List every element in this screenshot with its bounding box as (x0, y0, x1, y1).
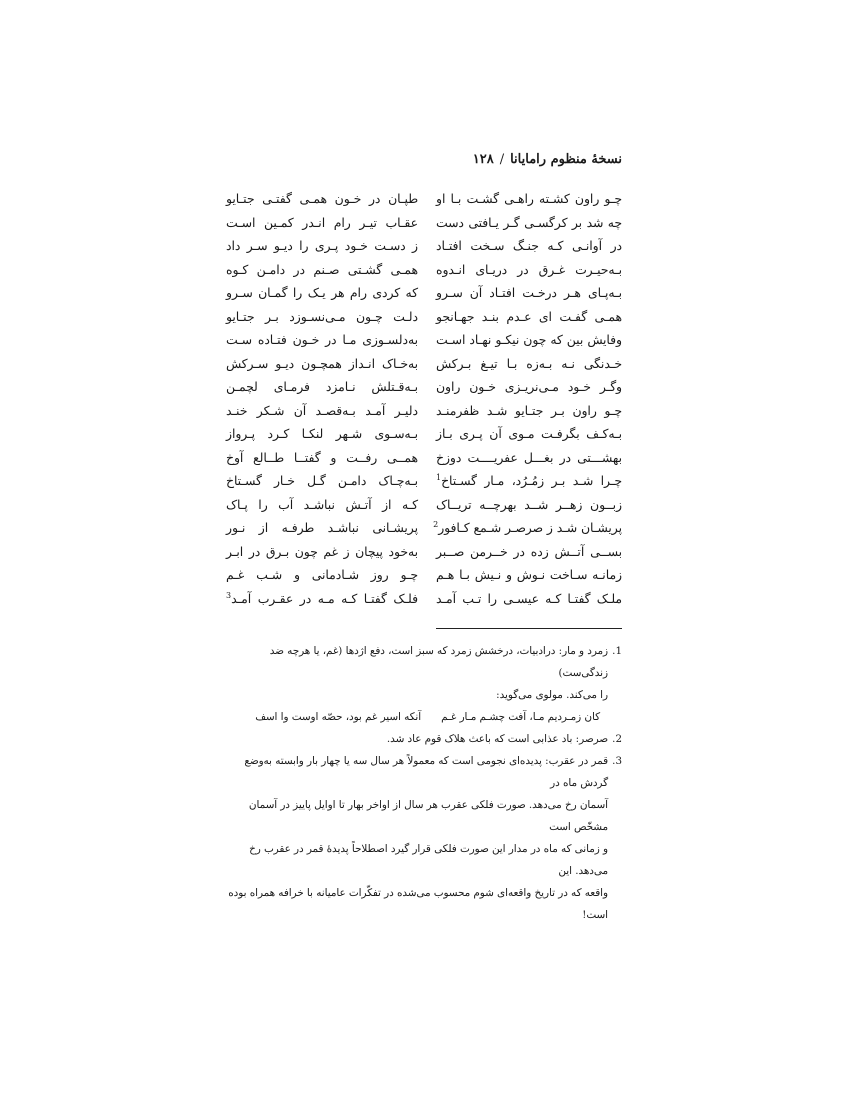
verse-line: ز دسـت خـود پـری را دیـو سـر داد (226, 239, 418, 253)
verse-line: خـدنگی نـه بـه‌زه بـا تیـغ بـرکش (436, 356, 622, 371)
footnote-number: 1. (612, 645, 622, 657)
verse-line: به‌خـاک انـداز همچـون دیـو سـرکش (226, 356, 418, 371)
footnote-3 (226, 750, 622, 926)
footnote-text: صرصر: باد عذابی است که باعث هلاک قوم عاد شد. (386, 733, 608, 745)
verse-line: که کردی رام هر یـک را گمـان سـرو (226, 286, 418, 300)
footnote-text: و زمانی که ماه در مدار این صورت فلکی قرار گیرد اصطلاحاً پدیدهٔ قمر در عقرب رخ می‌دهد. این (249, 843, 608, 877)
verse-line: پریشـانی نباشـد طرفـه از نـور (226, 521, 418, 535)
verse-line: وگـر خـود مـی‌نریـزی خـون راون (436, 380, 622, 394)
verse-line: به‌دلسـوزی مـا در خـون فتـاده سـت (226, 333, 418, 347)
verse-line: چـو روز شـادمانی و شـب غـم (226, 568, 418, 582)
header-separator: / (499, 152, 505, 167)
running-header (380, 152, 622, 172)
footnote-text: آسمان رخ می‌دهد. صورت فلکی عقرب هر سال از اواخر بهار تا اوایل پاییز در آسمان مشخّص است (248, 799, 608, 833)
verse-line: همـی گفـت ای عـدم بنـد جهـانجو (436, 309, 622, 324)
verse-line: بســی آتــش زده در خــرمن صــبر (436, 544, 622, 559)
poem-left-column (226, 188, 418, 611)
verse-line: به‌خود پیچان ز غم چون بـرق در ابـر (226, 544, 418, 559)
footnote-2 (226, 728, 622, 750)
verse-line: در آوانـی کـه جنـگ سـخت افتـاد (436, 239, 622, 253)
verse-line: زبــون زهــر شــد بهرچــه تریــاک (436, 497, 622, 512)
verse-line: بـه‌سـوی شـهر لنکـا کـرد پـرواز (226, 427, 418, 441)
verse-line: وفایش بین که چون نیکـو نهـاد اسـت (436, 333, 622, 347)
verse-line: چـرا شـد بـر زمُـرُد، مـار گسـتاخ$^1$ (436, 472, 622, 488)
footnote-number: 3. (612, 755, 622, 767)
verse-line: چـو راون کشـته راهـی گشـت بـا او (436, 192, 622, 206)
verse-line: فلـک گفتـا کـه مـه در عقـرب آمـد$^3$ (226, 590, 418, 606)
footnote-text: را می‌کند. مولوی می‌گوید: (496, 689, 608, 701)
page-number: ۱۲۸ (472, 152, 494, 167)
footnote-number: 2. (612, 733, 622, 745)
quoted-couplet (226, 706, 622, 728)
footnotes (226, 640, 622, 926)
verse-line: بـه‌پـای هـر درخـت افتـاد آن سـرو (436, 286, 622, 300)
couplet-hemistich: کان زمـردیم مـا، آفت چشـم مـار غـم (441, 711, 600, 723)
footnote-text: قمر در عقرب: پدیده‌ای نجومی است که معمولاً هر سال سه یا چهار بار وابسته به‌وضع گردش ماه در (244, 755, 608, 789)
verse-line: بـه‌قـتلش نـامزد فرمـای لچمـن (226, 380, 418, 394)
footnote-1 (226, 640, 622, 706)
verse-line: زمانـه سـاخت نـوش و نـیش بـا هـم (436, 568, 622, 582)
footnote-text: واقعه که در تاریخ واقعه‌ای شوم محسوب می‌شده در تفکّرات عامیانه با خرافه همراه بوده است! (228, 887, 608, 921)
verse-line: دلـت چـون مـی‌نسـوزد بـر جتـایو (226, 309, 418, 324)
verse-line: همــی رفــت و گفتــا طــالع آوخ (226, 450, 418, 465)
verse-line: عقـاب تیـر رام انـدر کمـین اسـت (226, 215, 418, 230)
footnote-ref-2: 2 (433, 519, 439, 529)
verse-line: بهشـــتی در بغـــل عفریــــت دوزخ (436, 450, 622, 465)
footnote-rule (436, 628, 622, 629)
couplet-hemistich: آنکه اسیر غم بود، حصّه اوست وا اسف (255, 711, 422, 723)
verse-line: چـو راون بـر جتـایو شـد ظفرمنـد (436, 403, 622, 418)
verse-line: کـه از آتـش نباشـد آب را پـاک (226, 497, 418, 512)
verse-line: پریشـان شـد ز صرصـر شـمع کـافور$^2$ (433, 519, 622, 535)
footnote-ref-1: 1 (436, 472, 442, 482)
footnote-ref-3: 3 (226, 590, 232, 600)
poem-right-column (433, 188, 622, 611)
verse-line: بـه‌کـف بگرفـت مـوی آن پـری بـاز (436, 427, 622, 441)
book-title: نسخهٔ منظوم رامایانا (510, 152, 622, 167)
verse-line: ملـک گفتـا کـه عیسـی را تـب آمـد (436, 591, 622, 606)
verse-line: طپـان در خـون همـی گفتـی جتـایو (226, 192, 418, 206)
verse-line: چه شد بر کرگسـی گـر یـافتی دست (436, 215, 622, 230)
verse-line: دلیـر آمـد بـه‌قصـد آن شـکر خنـد (226, 403, 418, 418)
footnote-text: زمرد و مار: درادبیات، درخشش زمرد که سبز است، دفع اژدها (غم، یا هرچه ضد زندگی‌ست) (269, 645, 608, 679)
verse-line: همـی گشـتی صـنم در دامـن کـوه (226, 262, 418, 277)
verse-line: بـه‌چـاک دامـن گـل خـار گسـتاخ (226, 474, 418, 488)
verse-line: بـه‌حیـرت غـرق در دریـای انـدوه (436, 262, 622, 277)
